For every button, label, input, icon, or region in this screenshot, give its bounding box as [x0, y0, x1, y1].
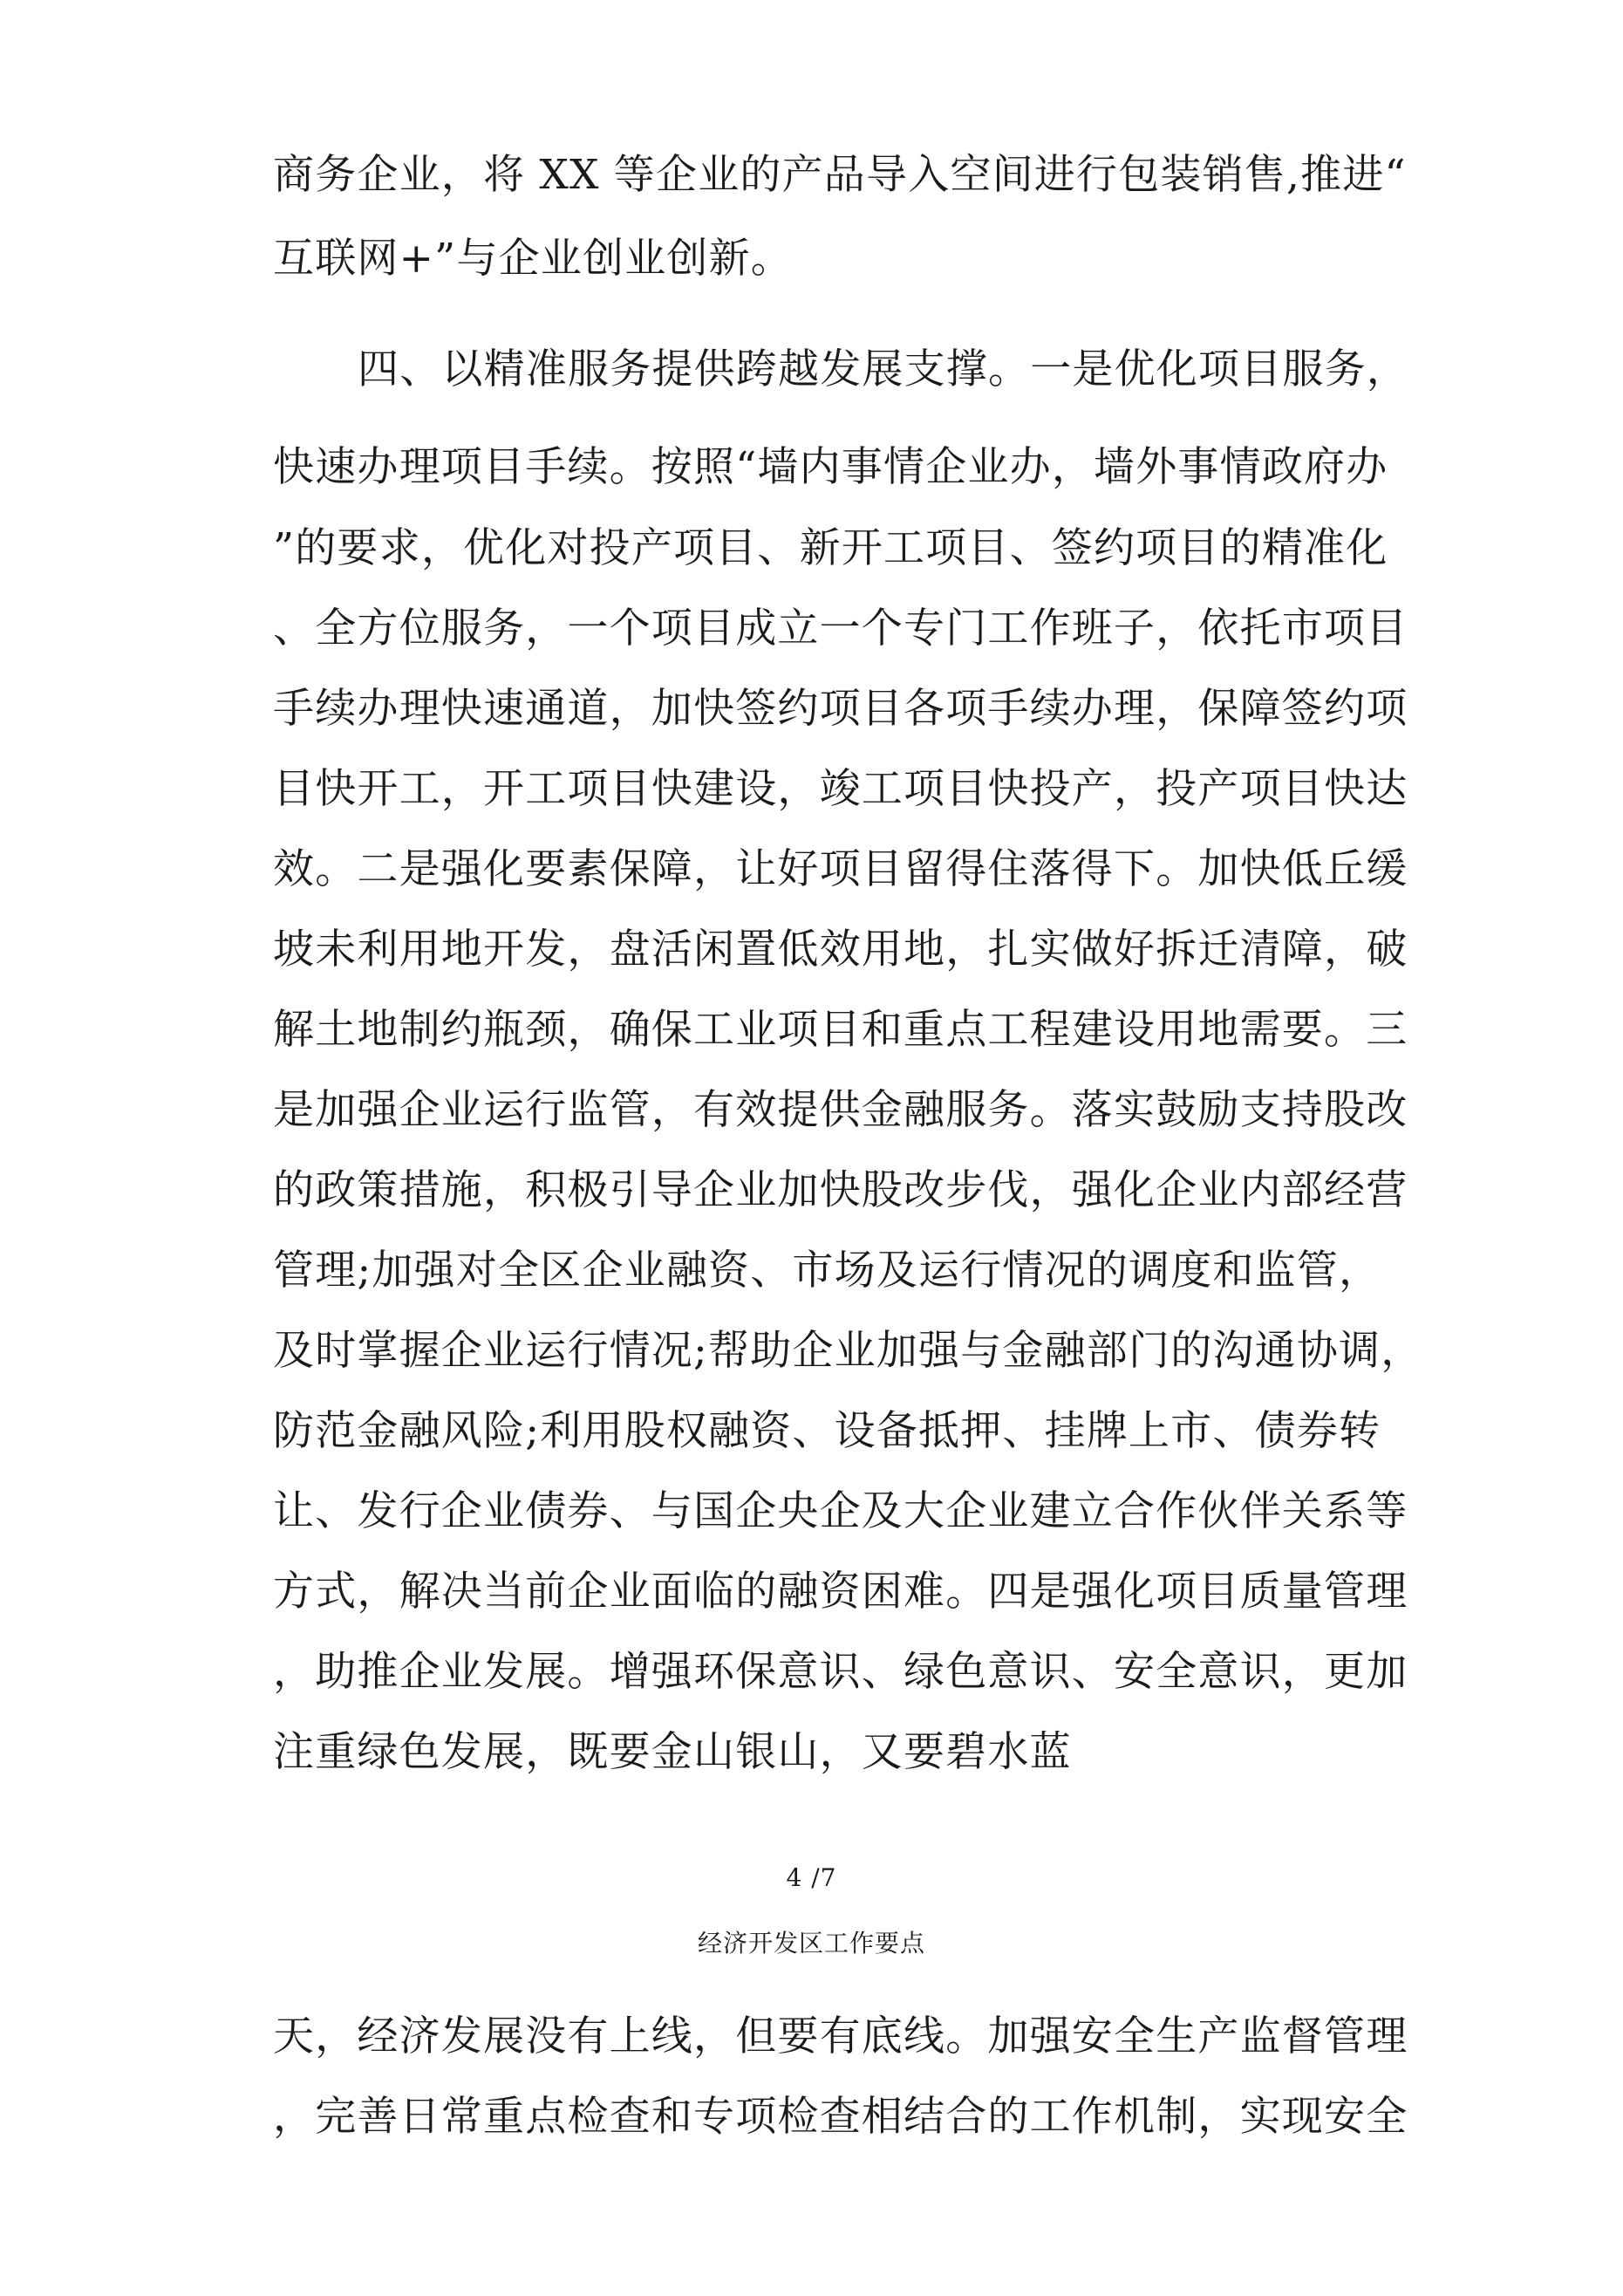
paragraph-line: 的政策措施，积极引导企业加快股改步伐，强化企业内部经营 — [273, 1166, 1408, 1214]
paragraph-line: 目快开工，开工项目快建设，竣工项目快投产，投产项目快达 — [273, 765, 1408, 813]
running-title: 经济开发区工作要点 — [697, 1929, 925, 1958]
paragraph-line: 及时掌握企业运行情况;帮助企业加强与金融部门的沟通协调， — [273, 1327, 1423, 1375]
paragraph-line: 互联网+”与企业创业创新。 — [273, 235, 794, 283]
paragraph-line: 管理;加强对全区企业融资、市场及运行情况的调度和监管， — [273, 1247, 1381, 1295]
paragraph-line: 方式，解决当前企业面临的融资困难。四是强化项目质量管理 — [273, 1568, 1408, 1616]
paragraph-line: 效。二是强化要素保障，让好项目留得住落得下。加快低丘缓 — [273, 845, 1408, 893]
paragraph-line: 天，经济发展没有上线，但要有底线。加强安全生产监督管理 — [273, 2012, 1408, 2060]
paragraph-line: 注重绿色发展，既要金山银山，又要碧水蓝 — [273, 1728, 1072, 1776]
paragraph-line: ，助推企业发展。增强环保意识、绿色意识、安全意识，更加 — [273, 1648, 1408, 1696]
page-number: 4 /7 — [786, 1863, 837, 1892]
paragraph-line: 防范金融风险;利用股权融资、设备抵押、挂牌上市、债券转 — [273, 1407, 1381, 1455]
paragraph-line: 手续办理快速通道，加快签约项目各项手续办理，保障签约项 — [273, 685, 1408, 733]
paragraph-line: 、全方位服务，一个项目成立一个专门工作班子，依托市项目 — [273, 605, 1408, 653]
paragraph-line: 快速办理项目手续。按照“墙内事情企业办，墙外事情政府办 — [273, 443, 1388, 491]
paragraph-line: 商务企业，将 XX 等企业的产品导入空间进行包装销售,推进“ — [273, 151, 1407, 199]
paragraph-line: 解土地制约瓶颈，确保工业项目和重点工程建设用地需要。三 — [273, 1006, 1408, 1054]
paragraph-line: ，完善日常重点检查和专项检查相结合的工作机制，实现安全 — [273, 2093, 1408, 2141]
paragraph-line: 四、以精准服务提供跨越发展支撑。一是优化项目服务， — [358, 345, 1408, 393]
paragraph-line: ”的要求，优化对投产项目、新开工项目、签约项目的精准化 — [273, 524, 1388, 572]
paragraph-line: 坡未利用地开发，盘活闲置低效用地，扎实做好拆迁清障，破 — [273, 926, 1408, 974]
paragraph-line: 让、发行企业债券、与国企央企及大企业建立合作伙伴关系等 — [273, 1487, 1408, 1535]
paragraph-line: 是加强企业运行监管，有效提供金融服务。落实鼓励支持股改 — [273, 1086, 1408, 1134]
